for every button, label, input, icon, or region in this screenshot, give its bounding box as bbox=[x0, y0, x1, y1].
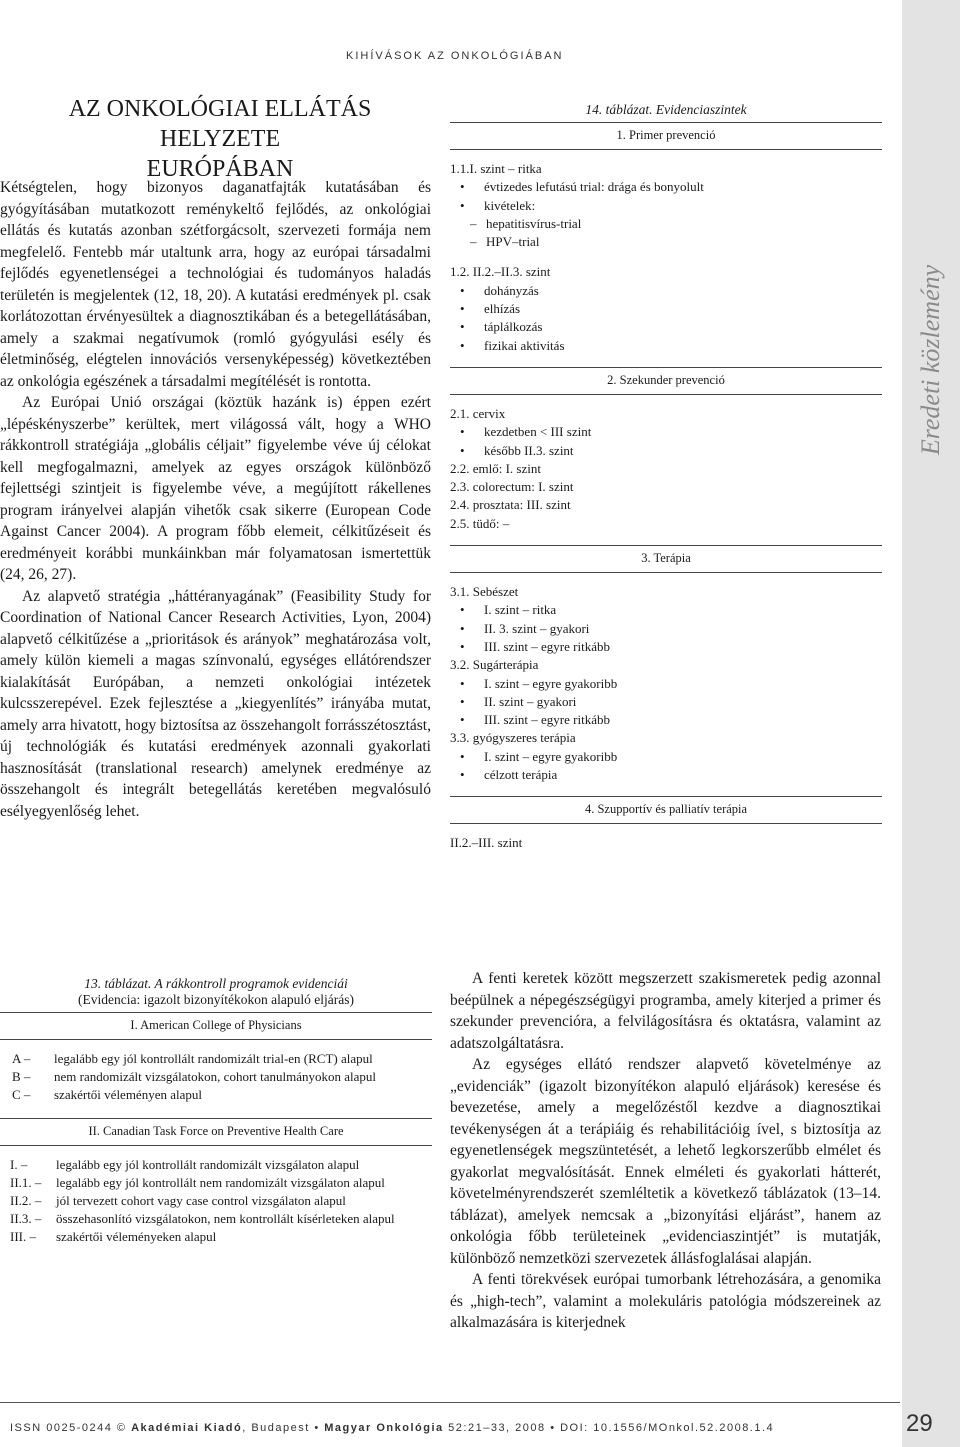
table-14-line: 3.2. Sugárterápia bbox=[450, 657, 539, 673]
row-label: III. – bbox=[10, 1229, 36, 1244]
row-label: II.3. – bbox=[10, 1211, 42, 1226]
table-14-line: II.2.–III. szint bbox=[450, 835, 523, 851]
table-14-line: • I. szint – ritka bbox=[450, 601, 882, 619]
table-14-caption: 14. táblázat. Evidenciaszintek bbox=[585, 102, 747, 117]
table-14-line: • kezdetben < III szint bbox=[450, 423, 882, 441]
title-line-1: AZ ONKOLÓGIAI ELLÁTÁS HELYZETE bbox=[68, 96, 372, 152]
paragraph: Az egységes ellátó rendszer alapvető követelménye az „evidenciák” (igazolt bizonyítékon alapuló eljárások) keresése és bevezetése, amely a megelőzéstől kezdve a diagnosztikai tevékenységen át a terápiáig és rehabilitációig ível, s biztosítja az egyenetlenségek megszüntetését, a lehető legkorszerűbb elmélet és gyakorlat megvalósítását. Ennek elméleti és gyakorlati hátterét, követelményrendszerét szemléltetik a következő táblázatok (13–14. táblázat), amelyek nemcsak a „bizonyítási eljárást”, hanem az onkológia főbb területeinek „evidenciaszintjét” is mutatják, különböző nemzetközi szervezetek állásfoglalásai alapján. bbox=[450, 1056, 881, 1267]
table-13-body bbox=[0, 1012, 432, 1246]
table-14-line: • dohányzás bbox=[450, 282, 882, 300]
right-column bbox=[450, 968, 881, 1334]
table-14-section-lines bbox=[450, 160, 882, 355]
table-13-section-rows bbox=[0, 1050, 432, 1104]
table-14-line: – hepatitisvírus-trial bbox=[450, 215, 882, 233]
footer-city: , Budapest • bbox=[242, 1422, 325, 1434]
table-14-line: • fizikai aktivitás bbox=[450, 337, 882, 355]
table-14-line: • III. szint – egyre ritkább bbox=[450, 711, 882, 729]
row-label: I. – bbox=[10, 1157, 28, 1172]
footer-issn: ISSN 0025-0244 © bbox=[10, 1422, 132, 1434]
row-label: A – bbox=[12, 1051, 31, 1066]
left-column bbox=[0, 177, 431, 822]
table-14-line: 3.1. Sebészet bbox=[450, 584, 519, 600]
table-14-line: 2.4. prosztata: III. szint bbox=[450, 497, 571, 513]
row-text: legalább egy jól kontrollált randomizált vizsgálaton alapul bbox=[56, 1157, 360, 1172]
row-text: nem randomizált vizsgálatokon, cohort tanulmányokon alapul bbox=[54, 1069, 377, 1084]
footer-journal: Magyar Onkológia bbox=[324, 1422, 444, 1434]
footer-details: 52:21–33, 2008 • DOI: 10.1556/MOnkol.52.2008.1.4 bbox=[443, 1422, 775, 1434]
row-label: II.2. – bbox=[10, 1193, 42, 1208]
table-14-section-heading: 1. Primer prevenció bbox=[450, 122, 882, 150]
table-14-line: 1.1.I. szint – ritka bbox=[450, 161, 542, 176]
table-13-subcaption: (Evidencia: igazolt bizonyítékokon alapuló eljárás) bbox=[78, 992, 354, 1007]
table-14-line: • III. szint – egyre ritkább bbox=[450, 638, 882, 656]
table-14 bbox=[450, 102, 882, 865]
article-title bbox=[10, 94, 430, 184]
running-head: KIHÍVÁSOK AZ ONKOLÓGIÁBAN bbox=[346, 50, 564, 62]
table-13 bbox=[0, 976, 432, 1260]
table-14-line: • kivételek: bbox=[450, 197, 882, 215]
table-14-section-lines bbox=[450, 405, 882, 533]
table-14-line: • célzott terápia bbox=[450, 766, 882, 784]
row-label: C – bbox=[12, 1087, 31, 1102]
footer-publisher: Akadémiai Kiadó bbox=[131, 1422, 243, 1434]
sidebar-band bbox=[902, 0, 960, 1447]
row-text: jól tervezett cohort vagy case control vizsgálaton alapul bbox=[56, 1193, 346, 1208]
table-14-section-heading: 4. Szupportív és palliatív terápia bbox=[450, 796, 882, 824]
row-text: szakértői véleményeken alapul bbox=[56, 1229, 217, 1244]
table-14-body bbox=[450, 122, 882, 853]
table-14-section-heading: 3. Terápia bbox=[450, 545, 882, 573]
paragraph: Kétségtelen, hogy bizonyos daganatfajták kutatásában és gyógyításában mutatkozott reménykeltő fejlődés, az onkológiai ellátás és kutatás azonban szétforgácsolt, szervezeti formája nem megfelelő. Fentebb már utaltunk arra, hogy az európai társadalmi fejlődés egyenetlenségei a technológiai és tudományos haladás területén is megjelentek (12, 18, 20). A kutatási eredmények pl. csak korlátozottan érvényesültek a diagnosztikában és a betegellátásában, amely a szakmai negatívumok (romló gyógyulási esély és életminőség, elégtelen innovációs versenyképesség) következtében az onkológia egészének a társadalmi megítélését is rontotta. bbox=[0, 179, 431, 390]
table-14-section-lines bbox=[450, 583, 882, 784]
paragraph: A fenti törekvések európai tumorbank létrehozására, a genomika és „high-tech”, valamint a molekuláris patológia módszereinek az alkalmazására is kiterjednek bbox=[450, 1271, 881, 1331]
table-13-caption: 13. táblázat. A rákkontroll programok evidenciái bbox=[84, 976, 348, 991]
paragraph: Az Európai Unió országai (köztük hazánk is) éppen ezért „lépéskényszerbe” kerültek, mert világossá vált, hogy a WHO rákkontroll stratégiája „globális céljait” figyelembe véve új célokat kell megfogalmazni, amelyek az egyes országok különböző fejlettségi szintjeit is figyelembe véve, a megújított rákellenes program irányelvei alapján vihetők csak sikerre (European Code Against Cancer 2004). A program főbb elemeit, célkitűzéseit és eredményeit korábbi munkáinkban már folyamatosan ismertettük (24, 26, 27). bbox=[0, 394, 431, 583]
table-14-line: • később II.3. szint bbox=[450, 442, 882, 460]
table-14-line: 2.1. cervix bbox=[450, 405, 506, 421]
paragraph: A fenti keretek között megszerzett szakismeretek pedig azonnal beépülnek a népegészségügyi programba, amely kiterjed a primer és szekunder prevencióra, a felvilágosításra és oktatásra, valamint az adatszolgáltatásra. bbox=[450, 970, 881, 1052]
table-14-line: • évtizedes lefutású trial: drága és bonyolult bbox=[450, 178, 882, 196]
table-14-line: • II. szint – gyakori bbox=[450, 693, 882, 711]
row-text: legalább egy jól kontrollált nem randomizált vizsgálaton alapul bbox=[56, 1175, 385, 1190]
paragraph: Az alapvető stratégia „háttéranyagának” (Feasibility Study for Coordination of National Cancer Research Activities, Lyon, 2004) alapvető célkitűzése a „prioritások és arányok” meghatározása volt, amely külön kiemeli a magas színvonalú, egységes ellátórendszer kialakítását Európában, a nemzeti onkológiai intézetek kulcsszerepével. Ezek fejlesztése a „kiegyenlítés” irányába mutat, amely arra hivatott, hogy biztosítsa az összehangolt forrásszétosztást, új technológiák és kutatási eredmények azonnali gyakorlati hasznosítását (translational research) amelynek eredménye az összehangolt és integrált betegellátás keretében megvalósuló esélyegyenlőség lehet. bbox=[0, 587, 431, 820]
table-14-section-lines bbox=[450, 834, 882, 852]
row-text: legalább egy jól kontrollált randomizált trial-en (RCT) alapul bbox=[54, 1051, 373, 1066]
table-13-section-rows bbox=[0, 1156, 432, 1246]
table-14-line: 1.2. II.2.–II.3. szint bbox=[450, 264, 551, 280]
table-14-line: 2.3. colorectum: I. szint bbox=[450, 479, 574, 495]
table-row bbox=[0, 1156, 432, 1174]
title-line-2: EURÓPÁBAN bbox=[146, 156, 294, 182]
table-14-section-heading: 2. Szekunder prevenció bbox=[450, 367, 882, 395]
table-row bbox=[0, 1068, 432, 1086]
table-14-line: • táplálkozás bbox=[450, 318, 882, 336]
page-number: 29 bbox=[906, 1410, 933, 1437]
table-13-section-heading: I. American College of Physicians bbox=[0, 1012, 432, 1040]
footer-rule bbox=[0, 1402, 900, 1403]
table-row bbox=[0, 1210, 432, 1228]
table-row bbox=[0, 1050, 432, 1068]
sidebar-label: Eredeti közlemény bbox=[916, 264, 945, 456]
table-14-line: 2.5. tüdő: – bbox=[450, 515, 510, 531]
table-14-line: 2.2. emlő: I. szint bbox=[450, 460, 541, 476]
table-14-line bbox=[450, 251, 882, 263]
row-label: II.1. – bbox=[10, 1175, 42, 1190]
table-row bbox=[0, 1192, 432, 1210]
table-14-line: • II. 3. szint – gyakori bbox=[450, 620, 882, 638]
row-text: szakértői véleményen alapul bbox=[54, 1087, 202, 1102]
table-row bbox=[0, 1086, 432, 1104]
table-14-line: – HPV–trial bbox=[450, 233, 882, 251]
row-label: B – bbox=[12, 1069, 31, 1084]
table-row bbox=[0, 1228, 432, 1246]
table-14-line: • elhízás bbox=[450, 300, 882, 318]
table-14-line: • I. szint – egyre gyakoribb bbox=[450, 748, 882, 766]
table-13-section-heading: II. Canadian Task Force on Preventive Health Care bbox=[0, 1118, 432, 1146]
footer-citation bbox=[10, 1422, 774, 1434]
footer bbox=[0, 1410, 960, 1437]
table-14-line: 3.3. gyógyszeres terápia bbox=[450, 730, 576, 746]
table-row bbox=[0, 1174, 432, 1192]
row-text: összehasonlító vizsgálatokon, nem kontrollált kísérleteken alapul bbox=[56, 1211, 395, 1226]
table-14-line: • I. szint – egyre gyakoribb bbox=[450, 675, 882, 693]
